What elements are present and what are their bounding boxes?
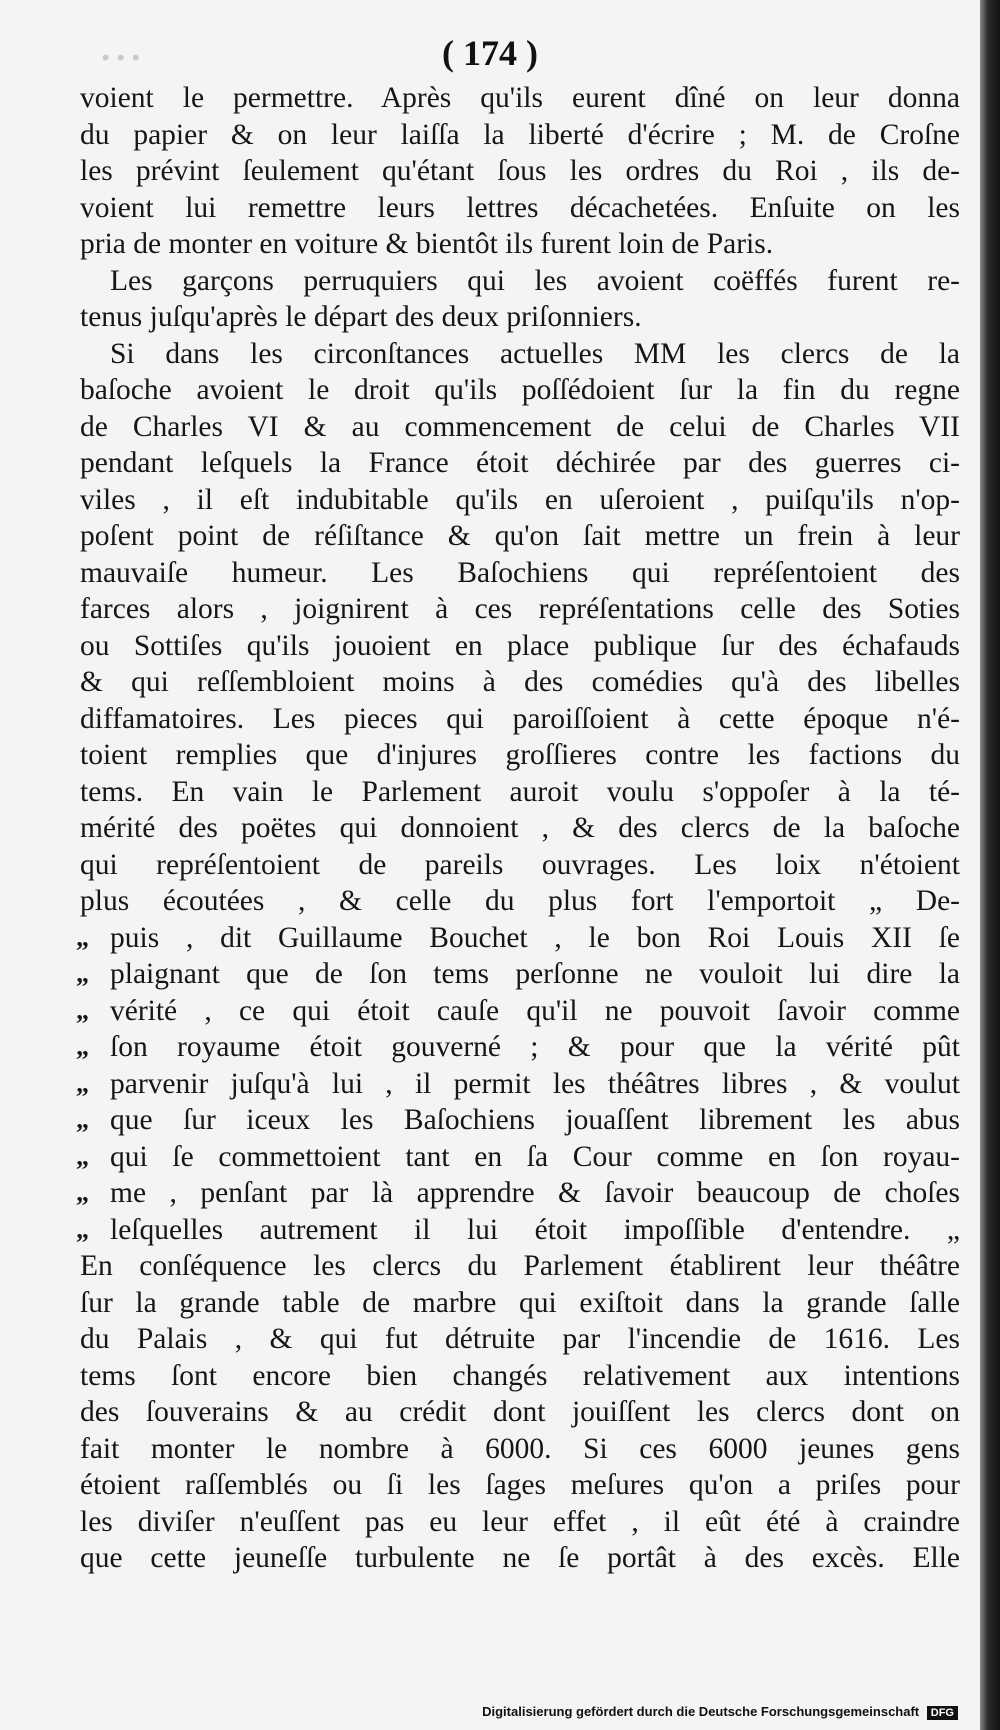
dfg-logo-icon: DFG bbox=[927, 1706, 958, 1720]
text-line: fait monter le nombre à 6000. Si ces 6000 jeunes gens bbox=[80, 1432, 960, 1465]
quote-mark: „ bbox=[76, 1105, 89, 1134]
text-line: que ſur iceux les Baſochiens jouaſſent librement les abus bbox=[110, 1104, 960, 1136]
text-line: & qui reſſembloient moins à des comédies qu'à des libelles bbox=[80, 666, 960, 698]
body-text bbox=[76, 80, 960, 1577]
quote-mark: „ bbox=[76, 995, 89, 1025]
quote-mark: „ bbox=[76, 1032, 89, 1061]
digitization-credit bbox=[482, 1704, 958, 1720]
text-line: tems. En vain le Parlement auroit voulu s'oppoſer à la té- bbox=[80, 775, 960, 808]
text-line: qui repréſentoient de pareils ouvrages. Les loix n'étoient bbox=[80, 848, 960, 881]
bleed-through-text: ... bbox=[100, 30, 146, 68]
text-line: des ſouverains & au crédit dont jouiſſent les clercs dont on bbox=[80, 1396, 960, 1428]
text-line: poſent point de réſiſtance & qu'on ſait mettre un frein à leur bbox=[80, 520, 960, 552]
text-line: de Charles VI & au commencement de celui de Charles VII bbox=[80, 410, 960, 443]
text-line: mauvaiſe humeur. Les Baſochiens qui repréſentoient des bbox=[80, 556, 960, 589]
page-edge-shadow bbox=[980, 0, 1000, 1730]
text-line: ou Sottiſes qu'ils jouoient en place publique ſur des échafauds bbox=[80, 629, 960, 662]
quote-mark: „ bbox=[76, 959, 89, 988]
text-line: que cette jeuneſſe turbulente ne ſe portât à des excès. Elle bbox=[80, 1542, 960, 1574]
quote-mark: „ bbox=[76, 1068, 89, 1098]
text-line: pendant leſquels la France étoit déchirée par des guerres ci- bbox=[80, 447, 960, 479]
text-line: baſoche avoient le droit qu'ils poſſédoient ſur la fin du regne bbox=[80, 374, 960, 406]
text-line: du papier & on leur laiſſa la liberté d'écrire ; M. de Croſne bbox=[80, 118, 960, 151]
text-line: Les garçons perruquiers qui les avoient coëffés furent re- bbox=[110, 264, 960, 297]
text-line: me , penſant par là apprendre & ſavoir beaucoup de choſes bbox=[110, 1177, 960, 1209]
text-line: parvenir juſqu'à lui , il permit les théâtres libres , & voulut bbox=[110, 1067, 960, 1100]
text-line: diffamatoires. Les pieces qui paroiſſoient à cette époque n'é- bbox=[80, 702, 960, 735]
text-line: plaignant que de ſon tems perſonne ne vouloit lui dire la bbox=[110, 958, 960, 990]
text-line: vérité , ce qui étoit cauſe qu'il ne pouvoit ſavoir comme bbox=[110, 994, 960, 1027]
text-line: voient lui remettre leurs lettres décachetées. Enſuite on les bbox=[80, 191, 960, 224]
text-line: ſur la grande table de marbre qui exiſtoit dans la grande ſalle bbox=[80, 1286, 960, 1319]
text-line: puis , dit Guillaume Bouchet , le bon Roi Louis XII ſe bbox=[110, 921, 960, 954]
credit-text: Digitalisierung gefördert durch die Deutsche Forschungsgemeinschaft bbox=[482, 1704, 920, 1719]
quote-mark: „ bbox=[76, 1214, 89, 1244]
text-line: tenus juſqu'après le départ des deux priſonniers. bbox=[80, 301, 642, 333]
text-line: voient le permettre. Après qu'ils eurent dîné on leur donna bbox=[80, 82, 960, 114]
text-line: farces alors , joignirent à ces repréſentations celle des Soties bbox=[80, 593, 960, 625]
quote-mark: „ bbox=[76, 1178, 89, 1207]
text-line: du Palais , & qui fut détruite par l'incendie de 1616. Les bbox=[80, 1323, 960, 1355]
text-line: étoient raſſemblés ou ſi les ſages meſures qu'on a priſes pour bbox=[80, 1469, 960, 1501]
text-line: leſquelles autrement il lui étoit impoſſible d'entendre. „ bbox=[110, 1213, 960, 1246]
text-line: Si dans les circonſtances actuelles MM les clercs de la bbox=[110, 337, 960, 370]
text-line: toient remplies que d'injures groſſieres contre les factions du bbox=[80, 739, 960, 771]
page-number: ( 174 ) bbox=[442, 33, 538, 73]
text-line: plus écoutées , & celle du plus fort l'emportoit „ De- bbox=[80, 885, 960, 917]
text-line: ſon royaume étoit gouverné ; & pour que la vérité pût bbox=[110, 1031, 960, 1063]
quote-mark: „ bbox=[76, 1141, 89, 1171]
text-line: les diviſer n'euſſent pas eu leur effet , il eût été à craindre bbox=[80, 1505, 960, 1538]
text-line: qui ſe commettoient tant en ſa Cour comme en ſon royau- bbox=[110, 1140, 960, 1173]
text-line: mérité des poëtes qui donnoient , & des clercs de la baſoche bbox=[80, 812, 960, 844]
text-line: tems ſont encore bien changés relativement aux intentions bbox=[80, 1359, 960, 1392]
text-line: viles , il eſt indubitable qu'ils en uſeroient , puiſqu'ils n'op- bbox=[80, 483, 960, 516]
text-line: En conſéquence les clercs du Parlement établirent leur théâtre bbox=[80, 1250, 960, 1282]
text-line: pria de monter en voiture & bientôt ils furent loin de Paris. bbox=[80, 228, 774, 260]
quote-mark: „ bbox=[76, 922, 89, 952]
text-line: les prévint ſeulement qu'étant ſous les ordres du Roi , ils de- bbox=[80, 155, 960, 187]
